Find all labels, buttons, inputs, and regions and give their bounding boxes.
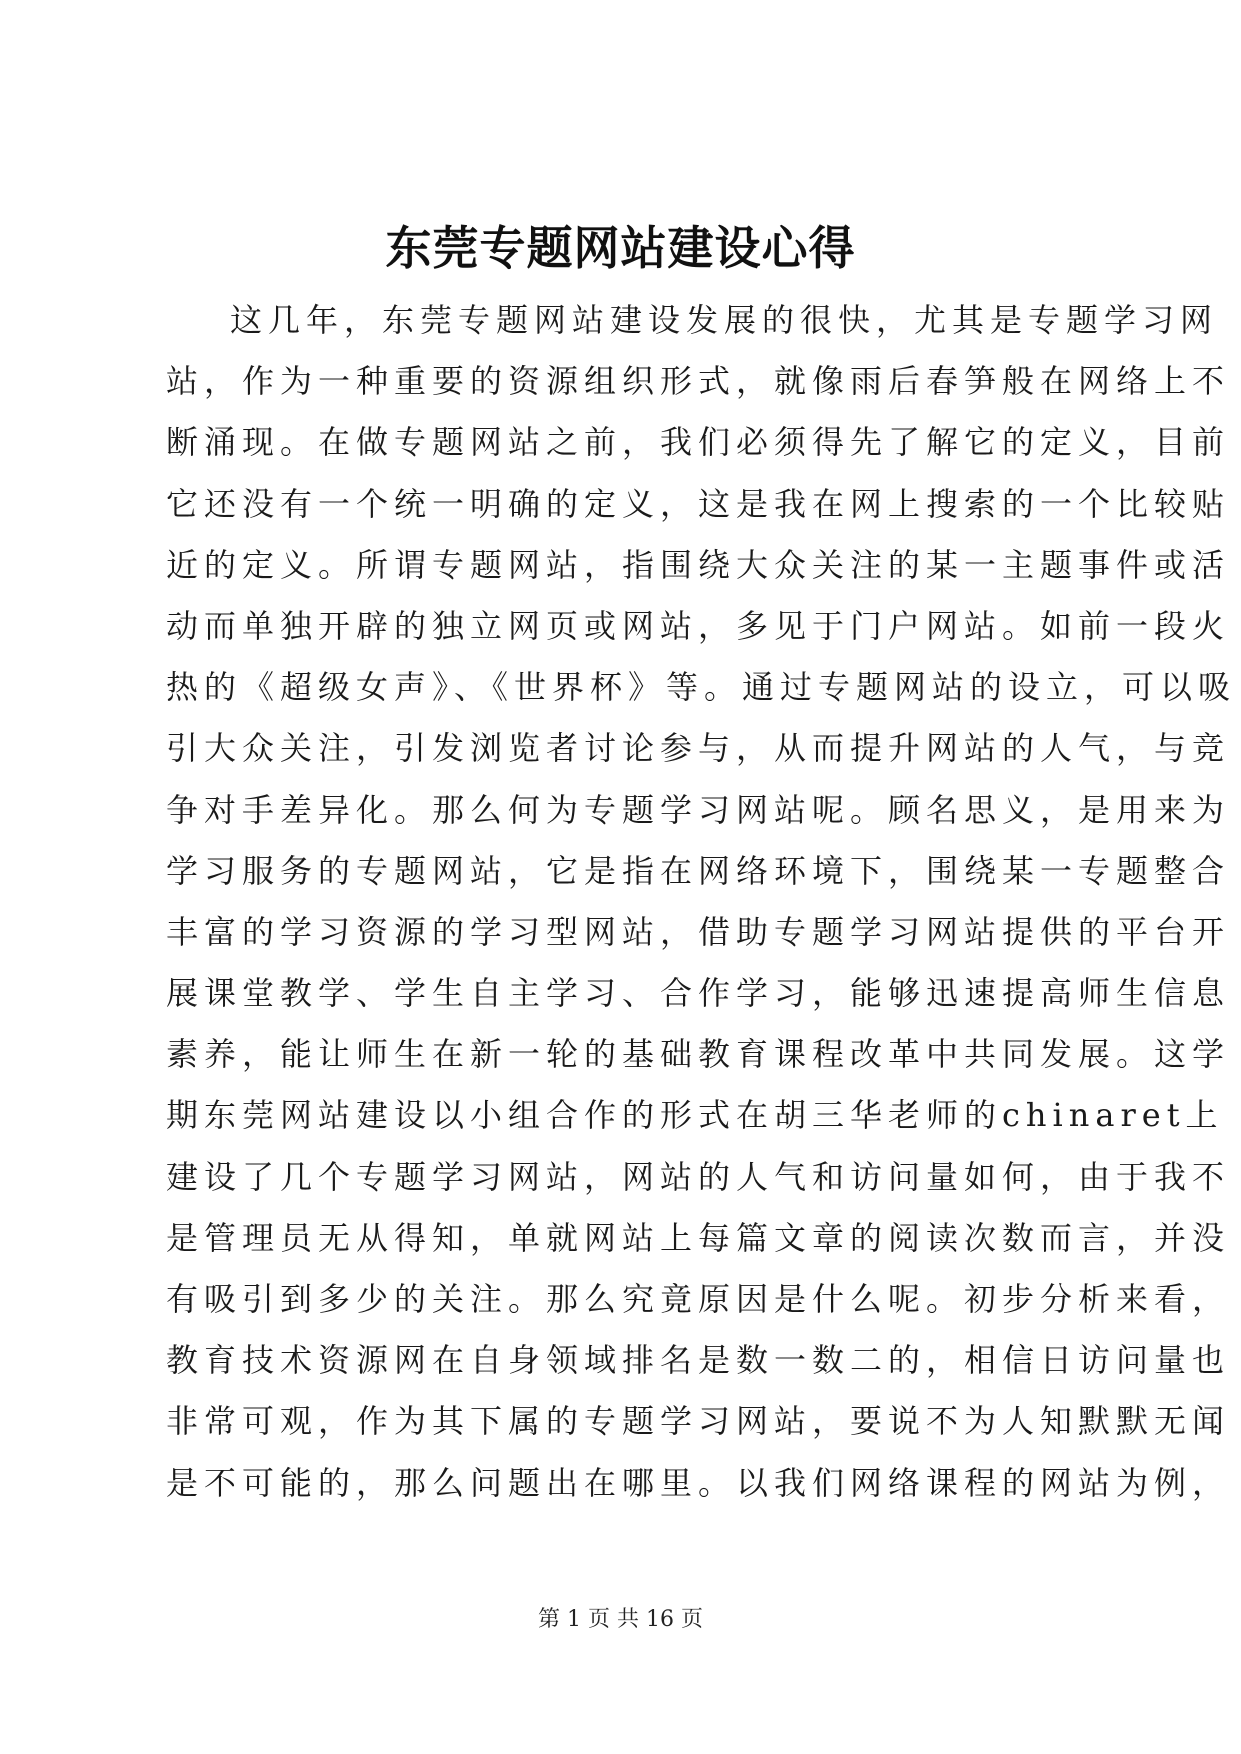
paragraph-line: 学习服务的专题网站，它是指在网络环境下，围绕某一专题整合 [166, 851, 1231, 890]
paragraph-line: 有吸引到多少的关注。那么究竟原因是什么呢。初步分析来看， [166, 1280, 1231, 1318]
paragraph-line: 素养，能让师生在新一轮的基础教育课程改革中共同发展。这学 [166, 1035, 1231, 1074]
paragraph-line: 展课堂教学、学生自主学习、合作学习，能够迅速提高师生信息 [166, 974, 1231, 1013]
paragraph-line: 近的定义。所谓专题网站，指围绕大众关注的某一主题事件或活 [166, 545, 1231, 584]
paragraph-line: 建设了几个专题学习网站，网站的人气和访问量如何，由于我不 [166, 1157, 1231, 1196]
document-title: 东莞专题网站建设心得 [385, 221, 856, 275]
paragraph-line: 引大众关注，引发浏览者讨论参与，从而提升网站的人气，与竞 [166, 729, 1231, 768]
paragraph-line: 丰富的学习资源的学习型网站，借助专题学习网站提供的平台开 [166, 912, 1231, 951]
paragraph-line: 这几年，东莞专题网站建设发展的很快，尤其是专题学习网 [230, 301, 1219, 339]
page-footer: 第 1 页 共 16 页 [538, 1607, 703, 1632]
paragraph-line: 是不可能的，那么问题出在哪里。以我们网络课程的网站为例， [166, 1463, 1231, 1502]
paragraph-line: 争对手差异化。那么何为专题学习网站呢。顾名思义，是用来为 [166, 790, 1231, 829]
document-body [166, 290, 1237, 1514]
paragraph-line: 非常可观，作为其下属的专题学习网站，要说不为人知默默无闻 [166, 1402, 1231, 1441]
paragraph-line: 站，作为一种重要的资源组织形式，就像雨后春笋般在网络上不 [166, 362, 1231, 401]
paragraph-line: 热的《超级女声》、《世界杯》等。通过专题网站的设立，可以吸 [166, 668, 1237, 707]
paragraph-line: 动而单独开辟的独立网页或网站，多见于门户网站。如前一段火 [166, 606, 1231, 645]
paragraph-line: 期东莞网站建设以小组合作的形式在胡三华老师的chinaret上 [166, 1096, 1224, 1135]
paragraph-line: 它还没有一个统一明确的定义，这是我在网上搜索的一个比较贴 [166, 484, 1231, 523]
paragraph-line: 教育技术资源网在自身领域排名是数一数二的，相信日访问量也 [166, 1341, 1231, 1380]
paragraph-line: 断涌现。在做专题网站之前，我们必须得先了解它的定义，目前 [166, 423, 1231, 462]
paragraph-line: 是管理员无从得知，单就网站上每篇文章的阅读次数而言，并没 [166, 1218, 1231, 1257]
